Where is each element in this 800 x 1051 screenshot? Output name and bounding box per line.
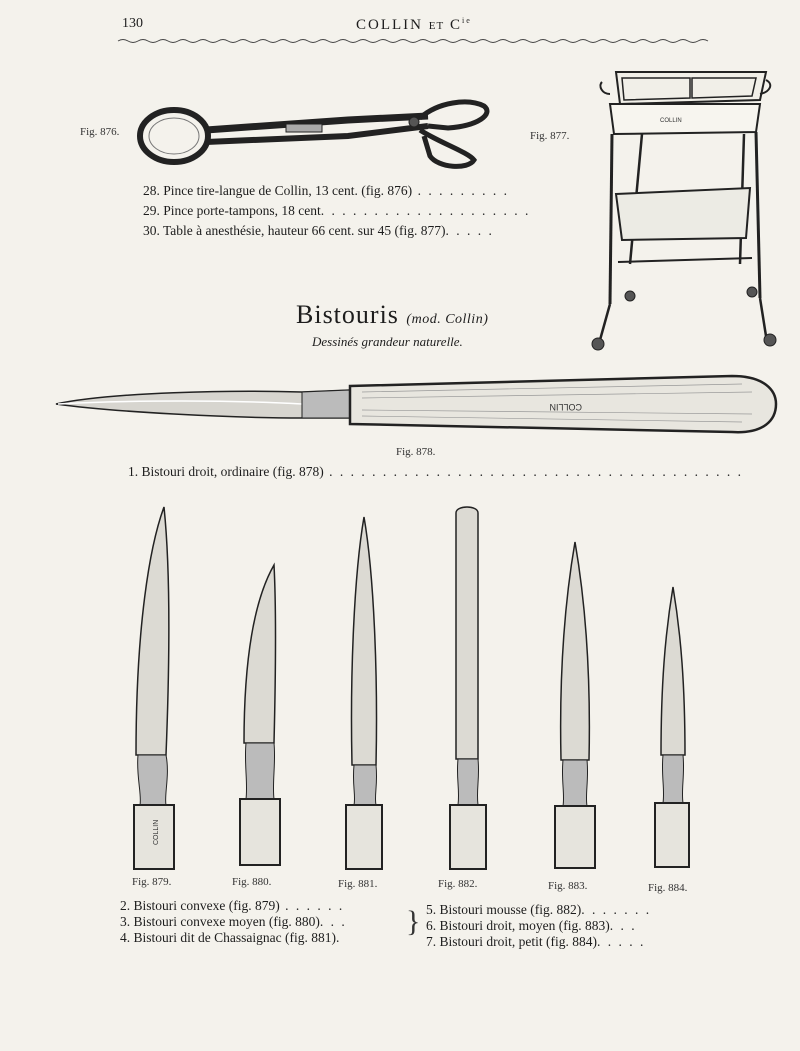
section-title: Bistouris (mod. Collin) [296,300,489,329]
scalpel-883-illustration [553,540,597,870]
fig-878-label: Fig. 878. [396,446,436,458]
section-note: Dessinés grandeur naturelle. [312,334,463,349]
fig-879-label: Fig. 879. [132,876,172,888]
fig-880-label: Fig. 880. [232,876,272,888]
anesthesia-table-illustration [580,64,780,364]
scalpel-881-illustration [344,515,384,870]
list-item: 29. Pince porte-tampons, 18 cent. . . . . . . . . . . . . . . . . . . . [143,203,531,218]
list-item: 28. Pince tire-langue de Collin, 13 cent. (fig. 876) . . . . . . . . . [143,183,509,198]
tongue-forceps-illustration [138,96,490,176]
scalpel-880-illustration [238,563,282,868]
list-item: 3. Bistouri convexe moyen (fig. 880). . . [120,914,347,929]
scalpel-879-illustration [130,505,180,870]
fig-882-label: Fig. 882. [438,878,478,890]
list-item: 5. Bistouri mousse (fig. 882). . . . . . . [426,902,652,917]
fig-876-label: Fig. 876. [80,126,120,138]
list-item: 30. Table à anesthésie, hauteur 66 cent. sur 45 (fig. 877). . . . . [143,223,494,238]
fig-884-label: Fig. 884. [648,882,688,894]
blade-engraving: COLLIN [153,819,160,845]
fig-877-label: Fig. 877. [530,130,570,142]
page-number: 130 [122,16,143,31]
fig-883-label: Fig. 883. [548,880,588,892]
fig-881-label: Fig. 881. [338,878,378,890]
list-item: 6. Bistouri droit, moyen (fig. 883). . . [426,918,637,933]
header-wavy-rule [118,38,710,44]
list-item: 1. Bistouri droit, ordinaire (fig. 878) . . . . . . . . . . . . . . . . . . . . . . . . . . . . . . . . . . . . . . . [128,464,743,479]
scalpel-882-illustration [448,505,488,870]
table-engraving: COLLIN [660,118,682,124]
brace: } [406,905,421,938]
list-item: 4. Bistouri dit de Chassaignac (fig. 881). [120,930,340,945]
list-item: 7. Bistouri droit, petit (fig. 884). . . . . [426,934,646,949]
handle-engraving: COLLIN [549,402,582,412]
page-header-title: COLLIN ET $C^{ie}$ [356,16,472,33]
scalpel-884-illustration [653,585,691,870]
list-item: 2. Bistouri convexe (fig. 879) . . . . . . [120,898,345,913]
scalpel-878-illustration [52,370,782,450]
